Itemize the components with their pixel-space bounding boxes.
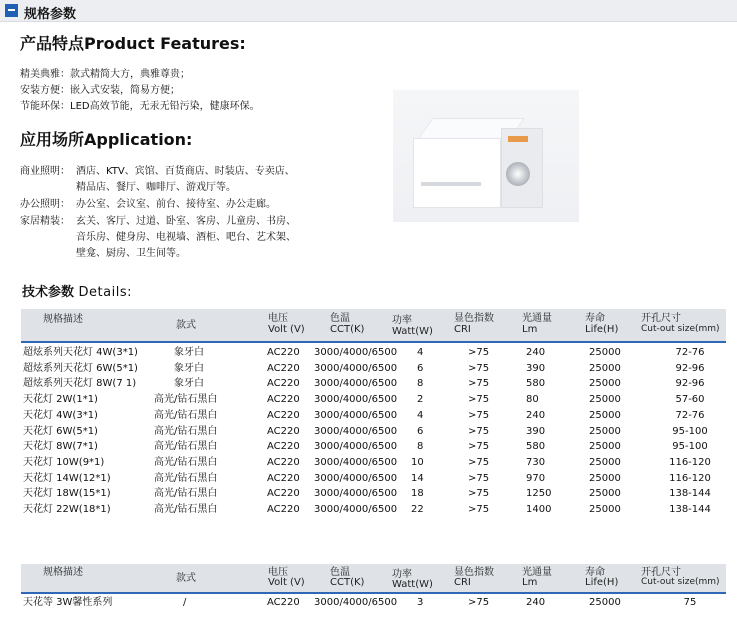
row-volt: AC220 <box>267 409 300 421</box>
section-header <box>0 0 737 22</box>
row-cut: 138-144 <box>669 504 711 515</box>
th-lm-cn: 光通量 <box>522 567 552 578</box>
row-lm: 970 <box>526 472 546 484</box>
th-name: 规格描述 <box>43 567 83 578</box>
row-volt: AC220 <box>267 472 300 484</box>
row-style: 高光/钻石黑白 <box>154 488 218 500</box>
row-style: 高光/钻石黑白 <box>154 472 218 484</box>
row-cut: 116-120 <box>669 472 711 484</box>
th-lm-en: Lm <box>522 577 538 588</box>
row-volt: AC220 <box>267 425 300 437</box>
table-row <box>21 439 726 455</box>
header-rule <box>21 341 726 343</box>
th-cct-en: CCT(K) <box>330 577 365 588</box>
row-cri: >75 <box>468 441 490 453</box>
row-style: 象牙白 <box>174 347 204 358</box>
row-cut: 116-120 <box>669 456 711 468</box>
row-life: 25000 <box>589 409 621 421</box>
app-text-line: 酒店、KTV、宾馆、百货商店、时装店、专卖店、 <box>76 166 295 177</box>
header-rule <box>21 592 726 594</box>
table-row <box>21 595 726 611</box>
table-row <box>21 345 726 361</box>
row-cct: 3000/4000/6500 <box>314 597 398 608</box>
row-cri: >75 <box>468 425 490 437</box>
details-title-en: Details: <box>78 285 132 300</box>
row-volt: AC220 <box>267 378 300 390</box>
row-life: 25000 <box>589 394 621 406</box>
row-lm: 390 <box>526 425 546 437</box>
row-cct: 3000/4000/6500 <box>314 347 398 358</box>
th-life-cn: 寿命 <box>585 313 605 324</box>
row-watt: 4 <box>417 347 424 358</box>
row-watt: 14 <box>411 472 424 484</box>
table-row <box>21 486 726 502</box>
row-style: 高光/钻石黑白 <box>154 441 218 453</box>
table-row <box>21 502 726 518</box>
row-cut: 57-60 <box>675 394 705 406</box>
row-style: 高光/钻石黑白 <box>154 504 218 515</box>
row-life: 25000 <box>589 362 621 374</box>
row-life: 25000 <box>589 472 621 484</box>
row-cri: >75 <box>468 394 490 406</box>
row-cct: 3000/4000/6500 <box>314 456 398 468</box>
th-cri-cn: 显色指数 <box>454 313 494 324</box>
row-name: 天花灯 10W(9*1) <box>23 456 105 468</box>
th-lm-cn: 光通量 <box>522 313 552 324</box>
row-name: 天花灯 18W(15*1) <box>23 488 111 500</box>
row-style: 高光/钻石黑白 <box>154 409 218 421</box>
row-lm: 240 <box>526 597 546 608</box>
feature-item: 精美典雅：款式精简大方，典雅尊贵； <box>20 69 190 80</box>
feature-item: 安装方便：嵌入式安装，简易方便； <box>20 85 180 96</box>
row-life: 25000 <box>589 425 621 437</box>
section-title: 规格参数 <box>24 7 77 22</box>
row-volt: AC220 <box>267 347 300 358</box>
row-life: 25000 <box>589 488 621 500</box>
row-cct: 3000/4000/6500 <box>314 472 398 484</box>
row-watt: 18 <box>411 488 424 500</box>
row-name: 天花灯 6W(5*1) <box>23 425 98 437</box>
row-volt: AC220 <box>267 362 300 374</box>
row-cct: 3000/4000/6500 <box>314 362 398 374</box>
row-cri: >75 <box>468 456 490 468</box>
row-watt: 8 <box>417 441 424 453</box>
row-life: 25000 <box>589 456 621 468</box>
row-watt: 22 <box>411 504 424 515</box>
box-stripe <box>421 182 481 186</box>
table-row <box>21 376 726 392</box>
th-cct-cn: 色温 <box>330 567 350 578</box>
th-cri-en: CRI <box>454 577 471 588</box>
th-life-cn: 寿命 <box>585 567 605 578</box>
row-cct: 3000/4000/6500 <box>314 488 398 500</box>
app-text-line: 玄关、客厅、过道、卧室、客房、儿童房、书房、 <box>76 216 296 227</box>
box-logo <box>508 136 528 142</box>
row-volt: AC220 <box>267 441 300 453</box>
row-style: 象牙白 <box>174 378 204 390</box>
row-name: 天花等 3W馨性系列 <box>23 597 113 608</box>
th-life-en: Life(H) <box>585 324 619 335</box>
row-cut: 138-144 <box>669 488 711 500</box>
th-name: 规格描述 <box>43 314 83 325</box>
row-cct: 3000/4000/6500 <box>314 394 398 406</box>
th-volt-cn: 电压 <box>268 313 288 324</box>
th-watt-cn: 功率 <box>392 569 412 580</box>
row-lm: 580 <box>526 441 546 453</box>
table-header <box>21 309 726 341</box>
box-front <box>413 138 501 208</box>
th-cut-en: Cut-out size(mm) <box>641 577 720 587</box>
row-volt: AC220 <box>267 504 300 515</box>
details-title-cn: 技术参数 <box>22 285 75 300</box>
app-label-office: 办公照明： <box>20 199 70 210</box>
row-lm: 1400 <box>526 504 552 515</box>
th-cri-en: CRI <box>454 324 471 335</box>
row-name: 天花灯 2W(1*1) <box>23 394 98 406</box>
row-cri: >75 <box>468 378 490 390</box>
row-style: 高光/钻石黑白 <box>154 394 218 406</box>
row-cut: 72-76 <box>675 409 705 421</box>
row-cut: 75 <box>683 597 697 608</box>
table-row <box>21 471 726 487</box>
row-name: 超炫系列天花灯 4W(3*1) <box>23 347 138 358</box>
row-cct: 3000/4000/6500 <box>314 378 398 390</box>
row-cri: >75 <box>468 472 490 484</box>
th-cut-en: Cut-out size(mm) <box>641 324 720 334</box>
row-cct: 3000/4000/6500 <box>314 425 398 437</box>
row-life: 25000 <box>589 347 621 358</box>
th-cut-cn: 开孔尺寸 <box>641 313 681 324</box>
features-heading: 产品特点Product Features: <box>20 34 246 53</box>
app-text-line: 音乐房、健身房、电视墙、酒柜、吧台、艺术架、 <box>76 232 296 243</box>
row-lm: 1250 <box>526 488 552 500</box>
row-name: 天花灯 8W(7*1) <box>23 441 98 453</box>
th-watt-en: Watt(W) <box>392 326 433 337</box>
app-text-line: 壁龛、厨房、卫生间等。 <box>76 248 186 259</box>
row-cri: >75 <box>468 362 490 374</box>
row-watt: 8 <box>417 378 424 390</box>
row-watt: 3 <box>417 597 424 608</box>
app-label-commercial: 商业照明： <box>20 166 70 177</box>
row-life: 25000 <box>589 441 621 453</box>
row-cut: 72-76 <box>675 347 705 358</box>
th-volt-cn: 电压 <box>268 567 288 578</box>
row-style: 高光/钻石黑白 <box>154 456 218 468</box>
row-cut: 92-96 <box>675 378 705 390</box>
row-watt: 10 <box>411 456 424 468</box>
app-text-line: 精品店、餐厅、咖啡厅、游戏厅等。 <box>76 182 236 193</box>
row-lm: 580 <box>526 378 546 390</box>
row-cut: 95-100 <box>672 425 708 437</box>
row-style: 高光/钻石黑白 <box>154 425 218 437</box>
th-cri-cn: 显色指数 <box>454 567 494 578</box>
row-cri: >75 <box>468 504 490 515</box>
th-watt-en: Watt(W) <box>392 579 433 590</box>
row-life: 25000 <box>589 378 621 390</box>
row-watt: 6 <box>417 425 424 437</box>
row-name: 超炫系列天花灯 8W(7 1) <box>23 378 137 390</box>
row-lm: 730 <box>526 456 546 468</box>
feature-item: 节能环保：LED高效节能，无汞无铅污染，健康环保。 <box>20 101 260 112</box>
lamp-icon <box>506 162 530 186</box>
row-lm: 240 <box>526 409 546 421</box>
row-life: 25000 <box>589 597 621 608</box>
th-volt-en: Volt (V) <box>268 577 305 588</box>
th-life-en: Life(H) <box>585 577 619 588</box>
th-style: 款式 <box>176 573 196 584</box>
minus-icon[interactable] <box>5 4 18 17</box>
row-volt: AC220 <box>267 488 300 500</box>
table-row <box>21 455 726 471</box>
row-name: 超炫系列天花灯 6W(5*1) <box>23 362 138 374</box>
row-volt: AC220 <box>267 394 300 406</box>
row-cct: 3000/4000/6500 <box>314 504 398 515</box>
row-cct: 3000/4000/6500 <box>314 441 398 453</box>
row-style: / <box>183 597 187 608</box>
row-lm: 390 <box>526 362 546 374</box>
table-row <box>21 424 726 440</box>
row-watt: 6 <box>417 362 424 374</box>
th-volt-en: Volt (V) <box>268 324 305 335</box>
row-volt: AC220 <box>267 456 300 468</box>
th-cct-cn: 色温 <box>330 313 350 324</box>
row-watt: 2 <box>417 394 424 406</box>
table-row <box>21 392 726 408</box>
row-name: 天花灯 14W(12*1) <box>23 472 111 484</box>
row-name: 天花灯 4W(3*1) <box>23 409 98 421</box>
row-name: 天花灯 22W(18*1) <box>23 504 111 515</box>
product-image <box>393 90 579 222</box>
th-cut-cn: 开孔尺寸 <box>641 567 681 578</box>
row-lm: 80 <box>526 394 539 406</box>
details-title <box>22 281 132 300</box>
app-text-line: 办公室、会议室、前台、接待室、办公走廊。 <box>76 199 276 210</box>
th-lm-en: Lm <box>522 324 538 335</box>
th-style: 款式 <box>176 320 196 331</box>
row-cri: >75 <box>468 347 490 358</box>
row-cri: >75 <box>468 409 490 421</box>
table-row <box>21 408 726 424</box>
row-volt: AC220 <box>267 597 300 608</box>
row-cri: >75 <box>468 597 490 608</box>
th-cct-en: CCT(K) <box>330 324 365 335</box>
th-watt-cn: 功率 <box>392 315 412 326</box>
row-cct: 3000/4000/6500 <box>314 409 398 421</box>
row-life: 25000 <box>589 504 621 515</box>
row-cut: 92-96 <box>675 362 705 374</box>
application-heading: 应用场所Application: <box>20 130 193 149</box>
app-label-home: 家居精装： <box>20 216 70 227</box>
table-row <box>21 361 726 377</box>
row-cut: 95-100 <box>672 441 708 453</box>
row-lm: 240 <box>526 347 546 358</box>
row-watt: 4 <box>417 409 424 421</box>
row-style: 象牙白 <box>174 362 204 374</box>
row-cri: >75 <box>468 488 490 500</box>
table-header <box>21 564 726 592</box>
